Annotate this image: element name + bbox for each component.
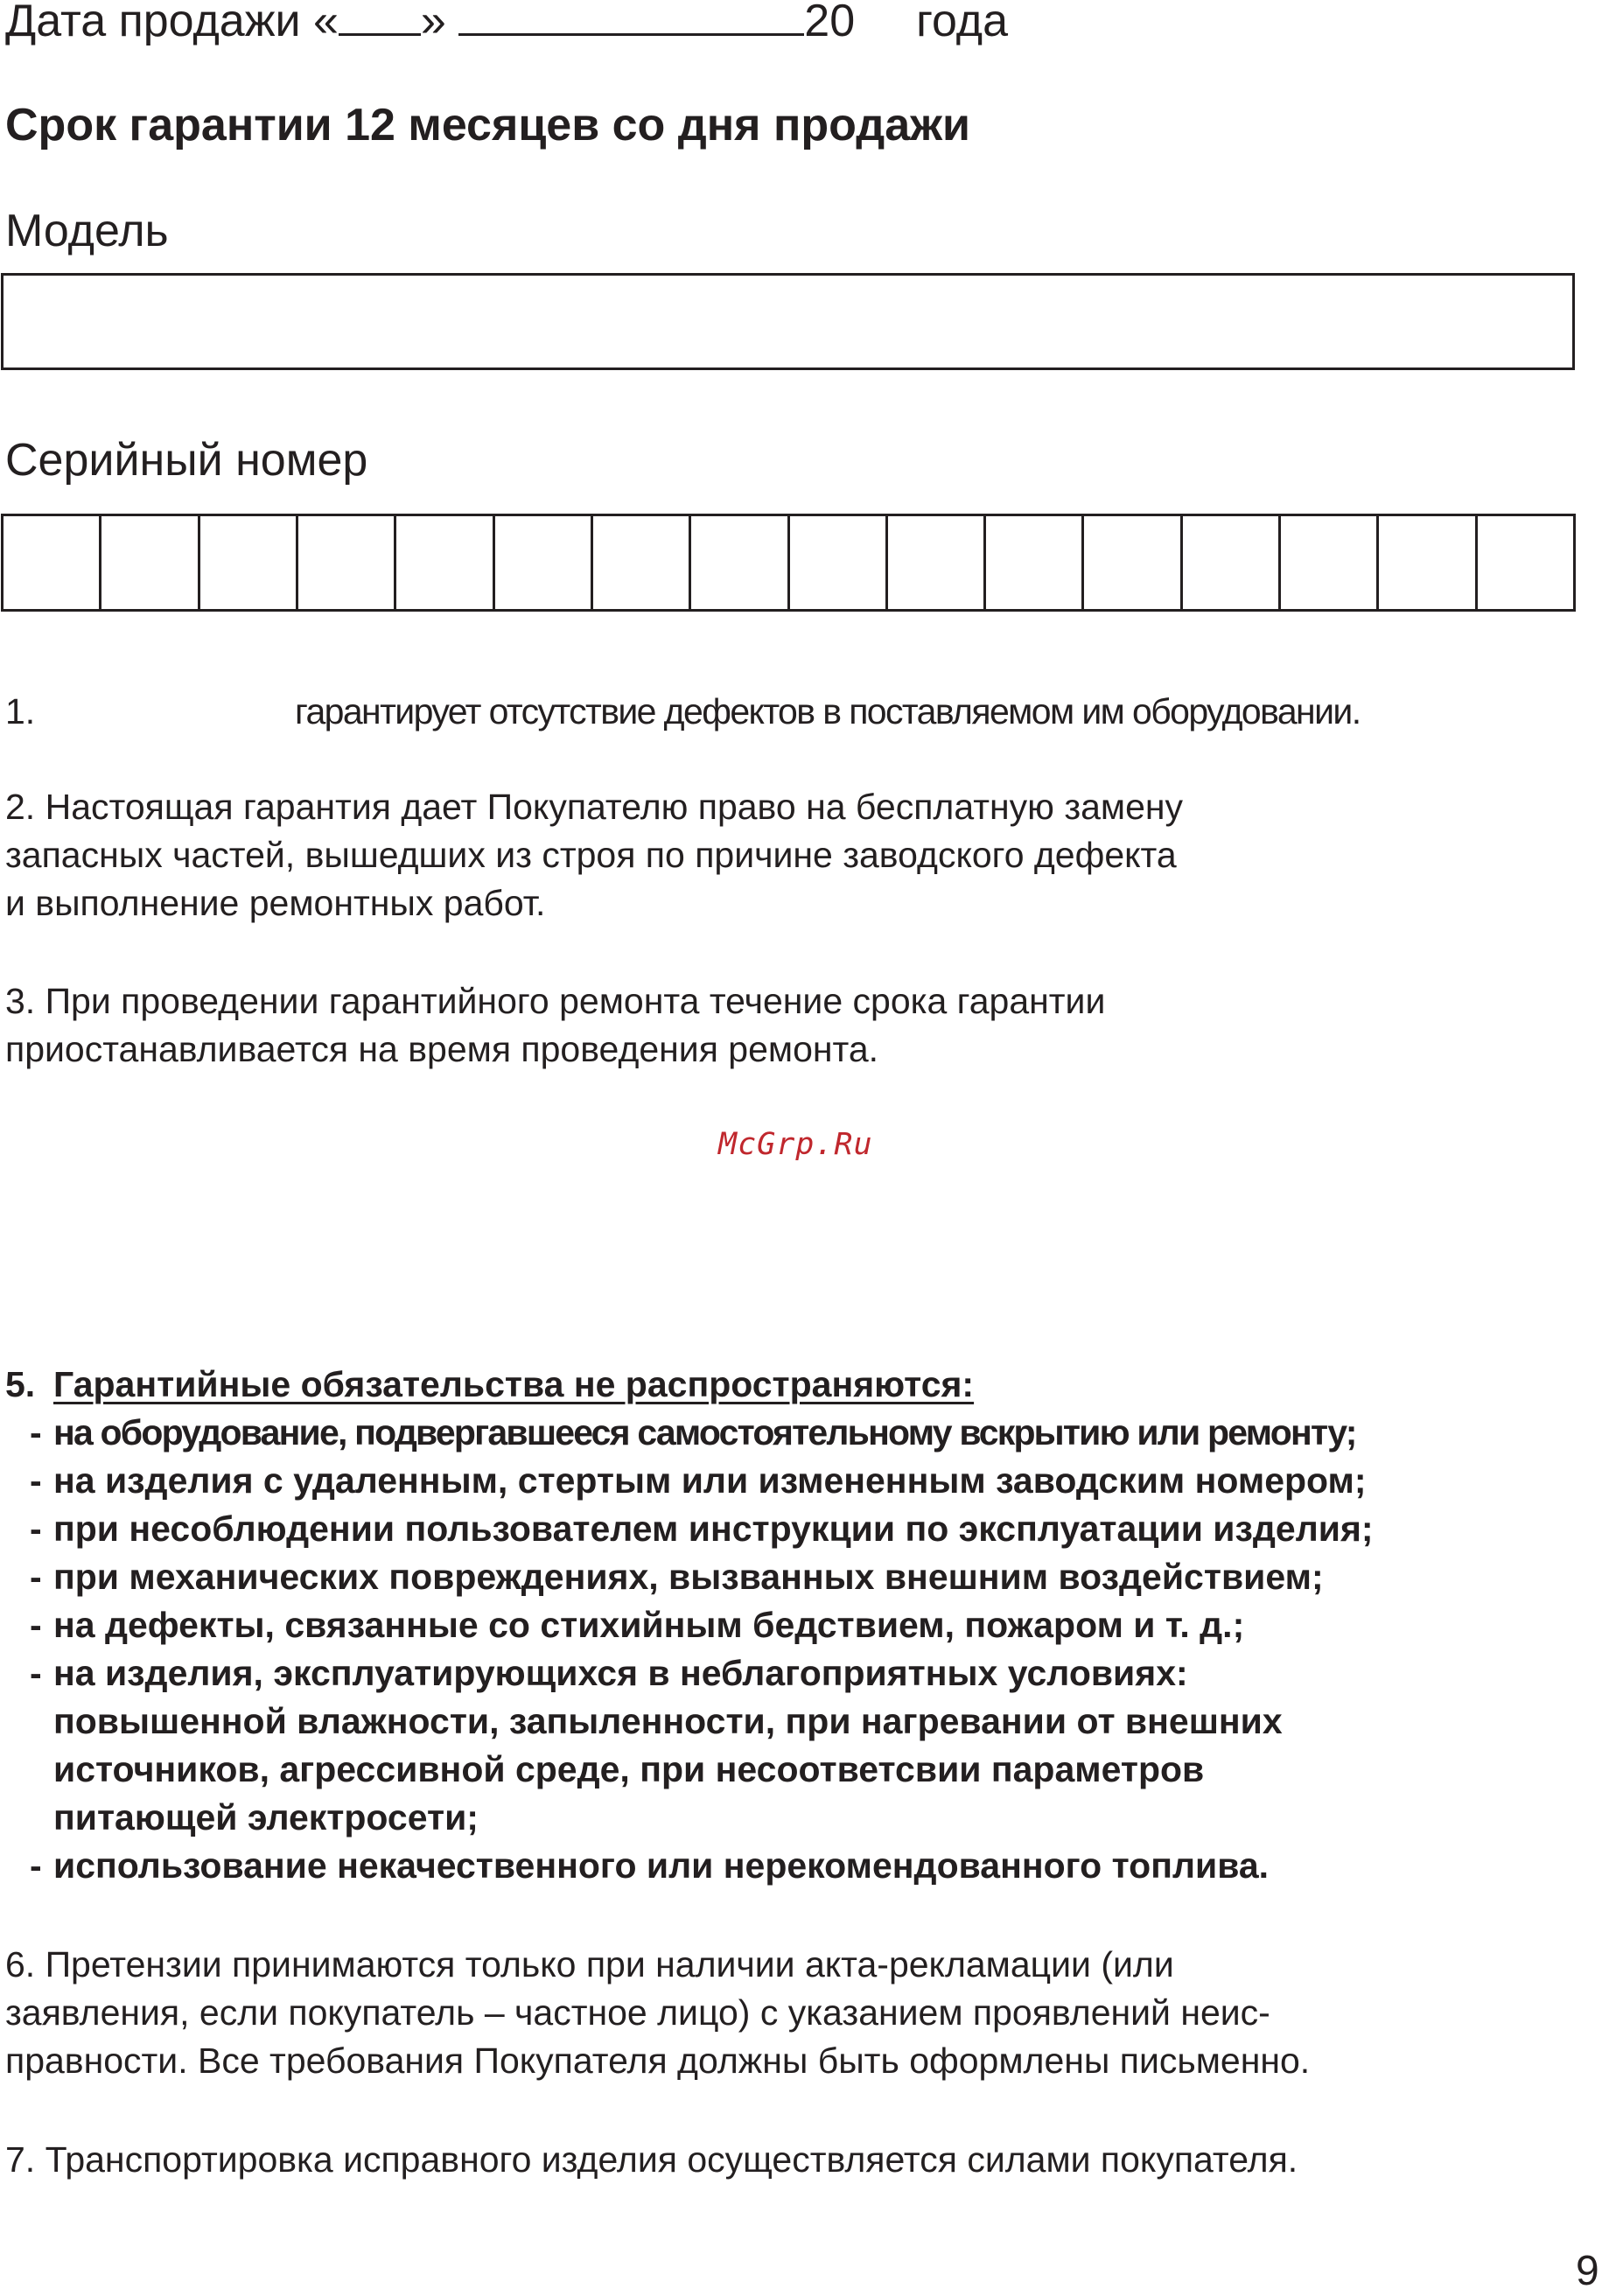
serial-digit-cell[interactable]: [691, 516, 789, 609]
clause-1-number: 1.: [5, 691, 36, 732]
serial-digit-cell[interactable]: [3, 516, 101, 609]
list-dash: -: [30, 1653, 42, 1693]
exclusion-item: при механических повреждениях, вызванных внешним воздействием;: [53, 1557, 1324, 1597]
watermark: McGrp.Ru: [718, 1127, 873, 1162]
serial-digit-cell[interactable]: [200, 516, 298, 609]
clause-6-line: заявления, если покупатель – частное лицо) с указанием проявлений неис-: [5, 1992, 1270, 2033]
clause-3: [5, 977, 1105, 1074]
clause-2-line: 2. Настоящая гарантия дает Покупателю право на бесплатную замену: [5, 787, 1184, 827]
exclusion-item: использование некачественного или нерекомендованного топлива.: [53, 1845, 1270, 1886]
clause-1-text: гарантирует отсутствие дефектов в поставляемом им оборудовании.: [295, 691, 1361, 732]
sale-day-blank[interactable]: [339, 0, 421, 36]
page-number: 9: [1576, 2248, 1599, 2294]
sale-date-close-quote: »: [420, 0, 446, 46]
clause-6-line: правности. Все требования Покупателя должны быть оформлены письменно.: [5, 2040, 1311, 2081]
clause-5-number: 5.: [5, 1364, 36, 1404]
serial-digit-cell[interactable]: [986, 516, 1084, 609]
sale-year-suffix: года: [916, 0, 1009, 46]
exclusion-item-continuation: повышенной влажности, запыленности, при нагревании от внешних: [53, 1701, 1283, 1741]
serial-digit-cell[interactable]: [495, 516, 593, 609]
model-input-box[interactable]: [1, 273, 1575, 370]
model-label: Модель: [5, 206, 169, 256]
clause-3-line: приостанавливается на время проведения ремонта.: [5, 1029, 879, 1069]
exclusion-item: на изделия, эксплуатирующихся в неблагоприятных условиях:: [53, 1653, 1188, 1693]
exclusion-item: на изделия с удаленным, стертым или измененным заводским номером;: [53, 1460, 1367, 1501]
exclusion-item: при несоблюдении пользователем инструкции по эксплуатации изделия;: [53, 1508, 1374, 1549]
list-dash: -: [30, 1508, 42, 1549]
exclusion-item: на оборудование, подвергавшееся самостоятельному вскрытию или ремонту;: [53, 1412, 1356, 1452]
serial-number-grid: [1, 514, 1576, 612]
list-dash: -: [30, 1845, 42, 1886]
serial-digit-cell[interactable]: [888, 516, 986, 609]
exclusion-item-continuation: питающей электросети;: [53, 1797, 479, 1838]
clause-2-line: запасных частей, вышедших из строя по причине заводского дефекта: [5, 835, 1177, 875]
sale-year-prefix: 20: [804, 0, 856, 46]
clause-3-line: 3. При проведении гарантийного ремонта течение срока гарантии: [5, 981, 1106, 1021]
list-dash: -: [30, 1412, 42, 1452]
clause-6: [5, 1941, 1310, 2085]
clause-2: [5, 783, 1183, 928]
sale-date-line: [5, 0, 1008, 47]
clause-2-line: и выполнение ремонтных работ.: [5, 883, 546, 923]
serial-digit-cell[interactable]: [298, 516, 396, 609]
serial-digit-cell[interactable]: [1379, 516, 1477, 609]
serial-digit-cell[interactable]: [101, 516, 199, 609]
sale-date-label: Дата продажи «: [5, 0, 339, 46]
exclusion-item: на дефекты, связанные со стихийным бедствием, пожаром и т. д.;: [53, 1605, 1245, 1645]
clause-5-heading: Гарантийные обязательства не распространяются:: [53, 1364, 975, 1404]
list-dash: -: [30, 1460, 42, 1501]
list-dash: -: [30, 1557, 42, 1597]
serial-digit-cell[interactable]: [1478, 516, 1573, 609]
serial-number-label: Серийный номер: [5, 435, 368, 486]
clause-6-line: 6. Претензии принимаются только при наличии акта-рекламации (или: [5, 1944, 1174, 1984]
clause-7: 7. Транспортировка исправного изделия осуществляется силами покупателя.: [5, 2139, 1298, 2180]
warranty-term-heading: Срок гарантии 12 месяцев со дня продажи: [5, 100, 970, 150]
sale-month-blank[interactable]: [458, 0, 804, 36]
serial-digit-cell[interactable]: [1281, 516, 1379, 609]
serial-digit-cell[interactable]: [1183, 516, 1281, 609]
exclusion-item-continuation: источников, агрессивной среде, при несоответсвии параметров: [53, 1749, 1205, 1789]
serial-digit-cell[interactable]: [1084, 516, 1182, 609]
clause-1: [5, 688, 1361, 736]
list-dash: -: [30, 1605, 42, 1645]
serial-digit-cell[interactable]: [396, 516, 494, 609]
serial-digit-cell[interactable]: [593, 516, 691, 609]
serial-digit-cell[interactable]: [790, 516, 888, 609]
